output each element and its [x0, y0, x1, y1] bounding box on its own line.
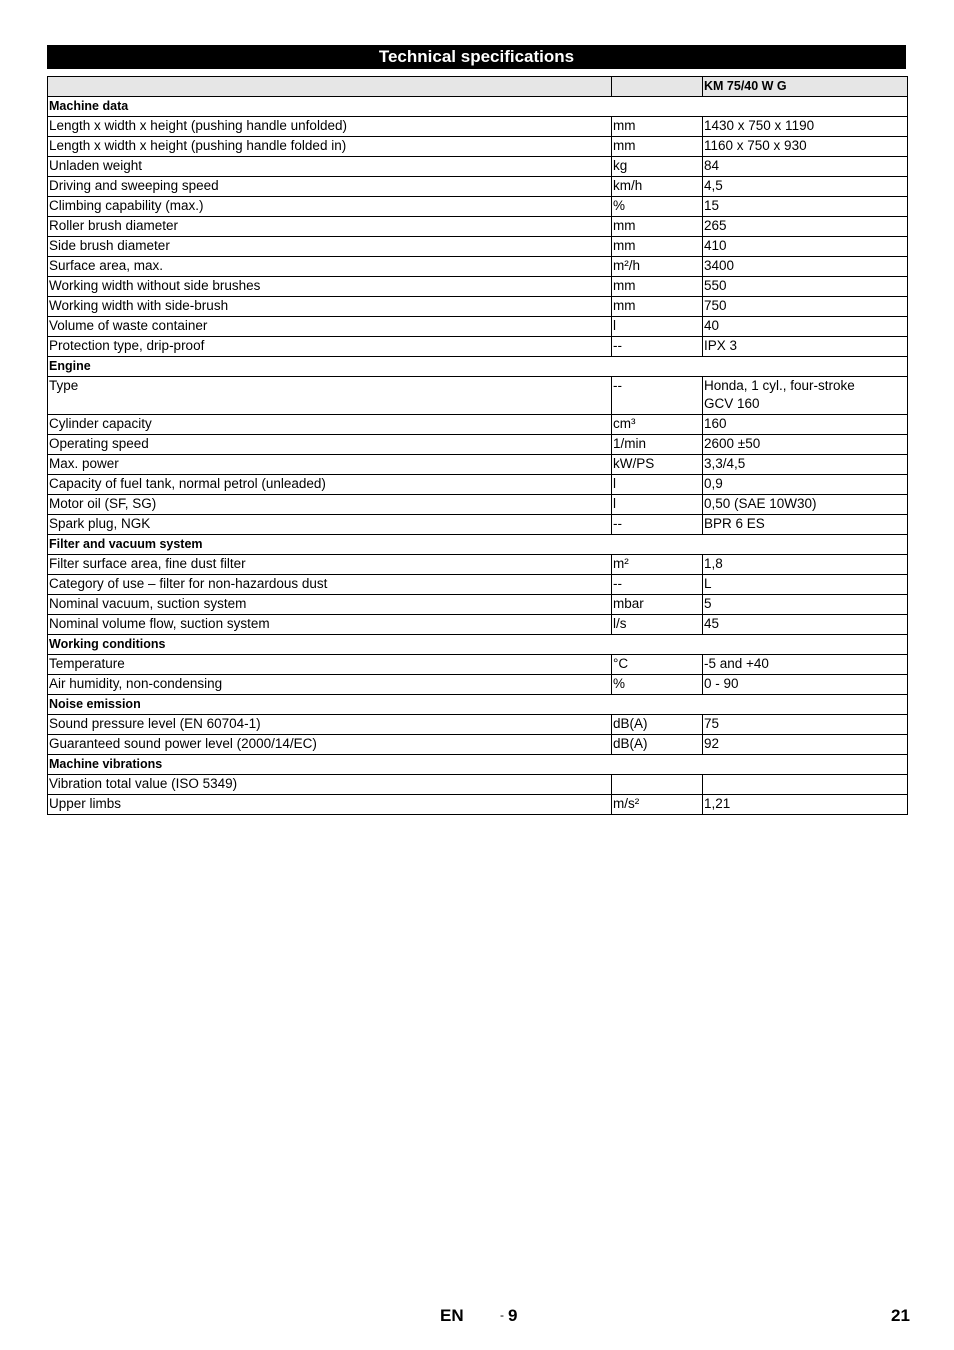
section-heading: Machine data	[48, 97, 908, 117]
table-row	[48, 415, 908, 435]
row-value: 92	[703, 735, 908, 755]
row-unit: dB(A)	[612, 715, 703, 735]
row-value: 0 - 90	[703, 675, 908, 695]
row-value: 84	[703, 157, 908, 177]
row-unit: l	[612, 317, 703, 337]
row-value: 1160 x 750 x 930	[703, 137, 908, 157]
table-row	[48, 595, 908, 615]
table-row	[48, 555, 908, 575]
row-label: Surface area, max.	[48, 257, 612, 277]
row-value: 0,50 (SAE 10W30)	[703, 495, 908, 515]
section-heading: Noise emission	[48, 695, 908, 715]
row-unit: --	[612, 575, 703, 595]
section-heading: Machine vibrations	[48, 755, 908, 775]
section-heading: Working conditions	[48, 635, 908, 655]
row-label: Type	[48, 377, 612, 415]
row-value: 410	[703, 237, 908, 257]
row-value: 3,3/4,5	[703, 455, 908, 475]
row-unit: °C	[612, 655, 703, 675]
row-unit: l	[612, 475, 703, 495]
spec-table-body	[48, 77, 908, 815]
row-unit	[612, 775, 703, 795]
table-row	[48, 217, 908, 237]
table-row	[48, 615, 908, 635]
row-label: Max. power	[48, 455, 612, 475]
row-label: Upper limbs	[48, 795, 612, 815]
row-unit: mbar	[612, 595, 703, 615]
row-label: Length x width x height (pushing handle unfolded)	[48, 117, 612, 137]
row-value: 750	[703, 297, 908, 317]
table-row	[48, 495, 908, 515]
row-value: 2600 ±50	[703, 435, 908, 455]
table-row	[48, 157, 908, 177]
row-unit: --	[612, 337, 703, 357]
table-row	[48, 515, 908, 535]
row-label: Sound pressure level (EN 60704-1)	[48, 715, 612, 735]
section-row	[48, 635, 908, 655]
table-row	[48, 575, 908, 595]
row-label: Roller brush diameter	[48, 217, 612, 237]
row-unit: --	[612, 515, 703, 535]
table-row	[48, 775, 908, 795]
row-value: IPX 3	[703, 337, 908, 357]
row-label: Working width with side-brush	[48, 297, 612, 317]
row-value: 265	[703, 217, 908, 237]
row-label: Volume of waste container	[48, 317, 612, 337]
header-unit-cell	[612, 77, 703, 97]
row-unit: mm	[612, 237, 703, 257]
section-row	[48, 97, 908, 117]
row-label: Vibration total value (ISO 5349)	[48, 775, 612, 795]
row-unit: %	[612, 197, 703, 217]
table-row	[48, 435, 908, 455]
row-value: 45	[703, 615, 908, 635]
table-row	[48, 337, 908, 357]
row-unit: dB(A)	[612, 735, 703, 755]
section-row	[48, 357, 908, 377]
row-label: Nominal volume flow, suction system	[48, 615, 612, 635]
row-label: Guaranteed sound power level (2000/14/EC)	[48, 735, 612, 755]
row-unit: mm	[612, 277, 703, 297]
row-label: Working width without side brushes	[48, 277, 612, 297]
table-row	[48, 675, 908, 695]
section-heading: Engine	[48, 357, 908, 377]
row-value	[703, 775, 908, 795]
table-row	[48, 117, 908, 137]
row-value: 5	[703, 595, 908, 615]
row-label: Cylinder capacity	[48, 415, 612, 435]
section-row	[48, 535, 908, 555]
row-value: 1430 x 750 x 1190	[703, 117, 908, 137]
section-row	[48, 755, 908, 775]
row-label: Operating speed	[48, 435, 612, 455]
row-value: 1,8	[703, 555, 908, 575]
row-value: -5 and +40	[703, 655, 908, 675]
table-row	[48, 377, 908, 415]
row-value: 15	[703, 197, 908, 217]
row-label: Air humidity, non-condensing	[48, 675, 612, 695]
row-value: 40	[703, 317, 908, 337]
row-value: 4,5	[703, 177, 908, 197]
row-unit: m/s²	[612, 795, 703, 815]
row-label: Motor oil (SF, SG)	[48, 495, 612, 515]
table-row	[48, 137, 908, 157]
row-unit: %	[612, 675, 703, 695]
footer-language: EN	[440, 1306, 464, 1325]
header-label-cell	[48, 77, 612, 97]
row-unit: mm	[612, 217, 703, 237]
row-label: Side brush diameter	[48, 237, 612, 257]
table-row	[48, 715, 908, 735]
spec-table	[47, 76, 908, 815]
row-unit: km/h	[612, 177, 703, 197]
row-label: Protection type, drip-proof	[48, 337, 612, 357]
row-value: 1,21	[703, 795, 908, 815]
table-row	[48, 475, 908, 495]
row-value: 160	[703, 415, 908, 435]
table-row	[48, 277, 908, 297]
table-row	[48, 197, 908, 217]
row-value: 0,9	[703, 475, 908, 495]
row-value: 550	[703, 277, 908, 297]
row-value: 75	[703, 715, 908, 735]
footer-page-number: 21	[891, 1306, 910, 1325]
row-label: Capacity of fuel tank, normal petrol (unleaded)	[48, 475, 612, 495]
table-row	[48, 297, 908, 317]
row-unit: kg	[612, 157, 703, 177]
row-unit: m²	[612, 555, 703, 575]
row-value: Honda, 1 cyl., four-stroke GCV 160	[703, 377, 908, 415]
row-label: Filter surface area, fine dust filter	[48, 555, 612, 575]
row-value: BPR 6 ES	[703, 515, 908, 535]
row-value: L	[703, 575, 908, 595]
row-label: Climbing capability (max.)	[48, 197, 612, 217]
table-row	[48, 735, 908, 755]
table-row	[48, 795, 908, 815]
table-row	[48, 177, 908, 197]
footer-dash: -	[500, 1308, 504, 1322]
row-label: Category of use – filter for non-hazardous dust	[48, 575, 612, 595]
table-header-row	[48, 77, 908, 97]
row-value: 3400	[703, 257, 908, 277]
table-row	[48, 655, 908, 675]
row-label: Unladen weight	[48, 157, 612, 177]
row-unit: m²/h	[612, 257, 703, 277]
row-label: Nominal vacuum, suction system	[48, 595, 612, 615]
table-row	[48, 317, 908, 337]
row-unit: l/s	[612, 615, 703, 635]
row-unit: --	[612, 377, 703, 415]
row-label: Spark plug, NGK	[48, 515, 612, 535]
table-row	[48, 257, 908, 277]
section-heading: Filter and vacuum system	[48, 535, 908, 555]
row-label: Driving and sweeping speed	[48, 177, 612, 197]
row-unit: mm	[612, 297, 703, 317]
row-unit: mm	[612, 137, 703, 157]
row-unit: kW/PS	[612, 455, 703, 475]
table-row	[48, 455, 908, 475]
footer-section-page: 9	[508, 1306, 518, 1325]
row-unit: cm³	[612, 415, 703, 435]
row-unit: mm	[612, 117, 703, 137]
row-unit: 1/min	[612, 435, 703, 455]
section-row	[48, 695, 908, 715]
row-label: Length x width x height (pushing handle folded in)	[48, 137, 612, 157]
table-row	[48, 237, 908, 257]
row-unit: l	[612, 495, 703, 515]
row-label: Temperature	[48, 655, 612, 675]
page-title: Technical specifications	[47, 45, 906, 69]
model-header: KM 75/40 W G	[703, 77, 908, 97]
